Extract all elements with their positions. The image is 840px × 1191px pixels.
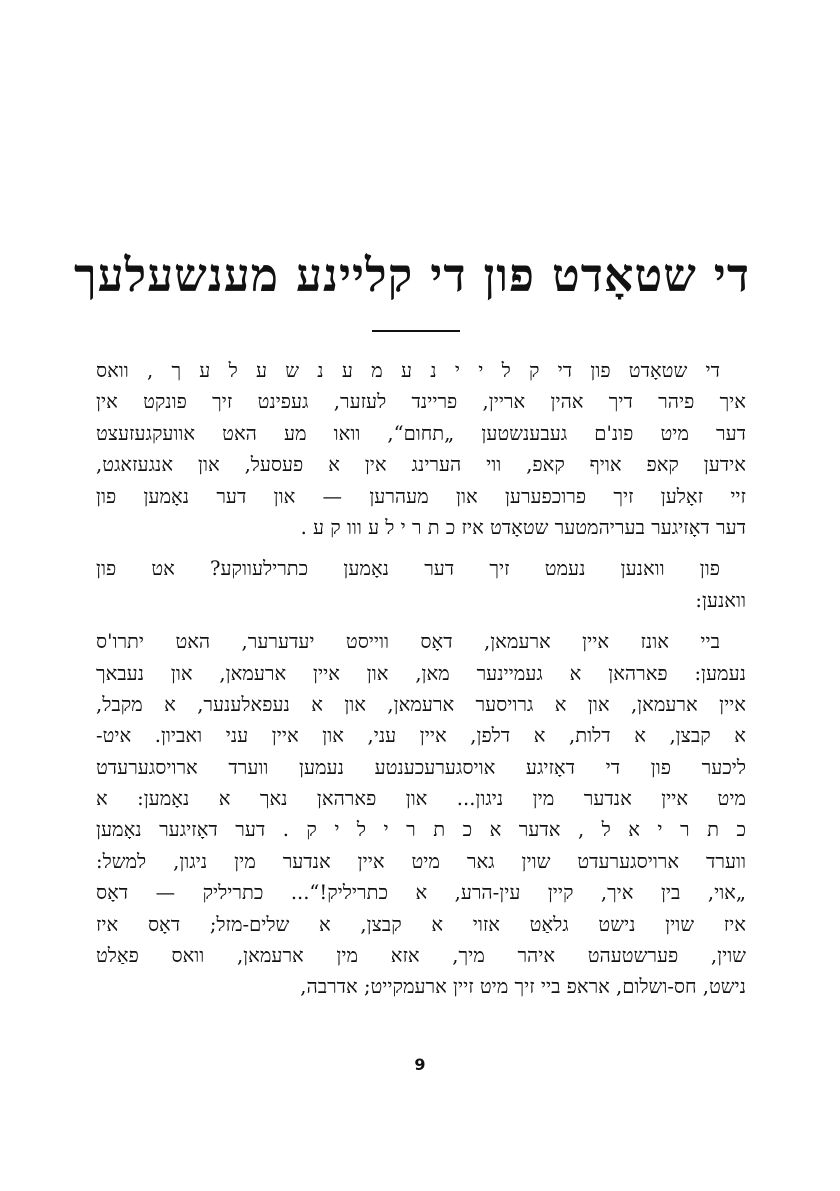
text-line: זיי זאָלען זיך פרוכפערען און מעהרען — און דער נאָמען פון (96, 484, 746, 508)
text-line: די שטאָדט פון די ק ל י י נ ע מ ע נ ש ע ל ע ך , וואס (96, 359, 720, 382)
text-line: איין ארעמאן, און א גרויסער ארעמאן, און א נעפאלענער, א מקבל, (96, 692, 746, 716)
text-line: „אוי, בין איך, קיין עין-הרע, א כתריליק!“... כתריליק — דאָס (96, 881, 746, 905)
paragraph-gap (96, 543, 746, 553)
text-line: דער דאָזיגער בעריהמטער שטאָדט איז כ ת ר י ל ע ווו ק ע . (300, 515, 746, 539)
paragraph (96, 355, 746, 543)
text-line: ליכער פון די דאָזיגע אויסגערעכענטע נעמען ווערד ארויסגערעדט (96, 755, 746, 779)
title-divider (372, 330, 460, 332)
paragraph-gap (96, 616, 746, 626)
text-line: נישט, חס-ושלום, אראפ ביי זיך מיט זיין ארעמקייט; אדרבה, (300, 975, 746, 999)
text-line: פון וואנען נעמט זיך דער נאָמען כתרילעווקע? אט פון (96, 557, 720, 581)
paragraph (96, 553, 746, 616)
paragraph (96, 626, 746, 1003)
text-line: וואנען: (695, 588, 746, 612)
text-line: דער מיט פונ'ם געבענשטען „תחום“, וואו מע האט אוועקגעזעצט (96, 421, 746, 445)
page-number: 9 (414, 1055, 426, 1074)
text-line: ווערד ארויסגערעדט שוין גאר מיט איין אנדער מין ניגון, למשל: (96, 849, 746, 873)
text-line: כ ת ר י א ל , אדער א כ ת ר י ל י ק . דער דאָזיגער נאָמען (96, 818, 746, 842)
text-line: אידען קאפ אויף קאפ, ווי הערינג אין א פעסעל, און אנגעזאגט, (96, 453, 746, 477)
body-text (96, 355, 746, 1003)
text-line: ביי אונז איין ארעמאן, דאָס ווייסט יעדערער, האט יתרו'ס (96, 630, 720, 654)
text-line: איז שוין נישט גלאַט אזוי א קבצן, א שלים-מזל; דאָס איז (96, 912, 746, 936)
text-line: מיט איין אנדער מין ניגון... און פארהאן נאך א נאָמען: א (96, 787, 746, 811)
text-line: נעמען: פארהאן א געמיינער מאן, און איין ארעמאן, און נעבאך (96, 661, 746, 685)
text-line: א קבצן, א דלות, א דלפן, איין עני, און איין עני ואביון. איט- (96, 724, 746, 748)
text-line: שוין, פערשטעהט איהר מיך, אזא מין ארעמאן, וואס פאַלט (96, 944, 746, 968)
chapter-title: די שטאָדט פון די קליינע מענשעלעך (73, 248, 750, 302)
text-line: איך פיהר דיך אהין אריין, פריינד לעזער, געפינט זיך פונקט אין (96, 390, 746, 414)
